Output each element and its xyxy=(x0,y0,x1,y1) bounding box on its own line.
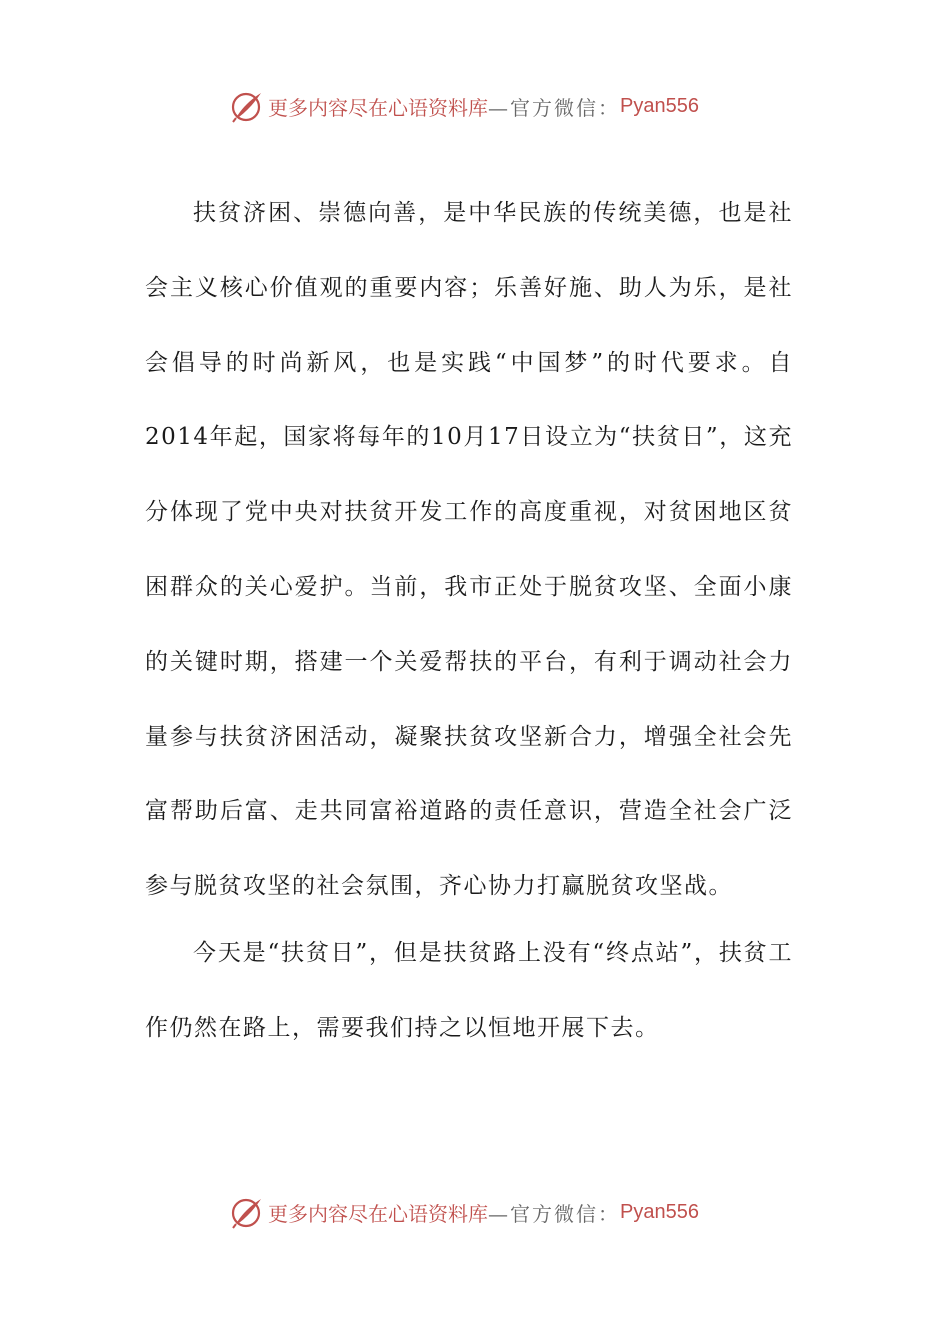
banner-subtitle: —官方微信： xyxy=(488,1201,620,1226)
banner-title: 更多内容尽在心语资料库 xyxy=(268,1201,488,1226)
paragraph-1: 扶贫济困、崇德向善，是中华民族的传统美德，也是社会主义核心价值观的重要内容；乐善好施、助人为乐，是社会倡导的时尚新风，也是实践“中国梦”的时代要求。自2014年起，国家将每年的10月17日设立为“扶贫日”，这充分体现了党中央对扶贫开发工作的高度重视，对贫困地区贫困群众的关心爱护。当前，我市正处于脱贫攻坚、全面小康的关键时期，搭建一个关爱帮扶的平台，有利于调动社会力量参与扶贫济困活动，凝聚扶贫攻坚新合力，增强全社会先富帮助后富、走共同富裕道路的责任意识，营造全社会广泛参与脱贫攻坚的社会氛围，齐心协力打赢脱贫攻坚战。 xyxy=(145,200,793,900)
quill-pen-logo-icon xyxy=(228,88,264,124)
footer-banner xyxy=(228,1192,748,1232)
header-banner xyxy=(228,86,748,126)
document-body xyxy=(145,176,793,1066)
banner-wechat-id: Pyan556 xyxy=(620,1200,699,1223)
quill-pen-logo-icon xyxy=(228,1194,264,1230)
paragraph-2: 今天是“扶贫日”，但是扶贫路上没有“终点站”，扶贫工作仍然在路上，需要我们持之以恒地开展下去。 xyxy=(145,939,793,1041)
banner-wechat-id: Pyan556 xyxy=(620,94,699,117)
banner-title: 更多内容尽在心语资料库 xyxy=(268,95,488,120)
banner-subtitle: —官方微信： xyxy=(488,95,620,120)
